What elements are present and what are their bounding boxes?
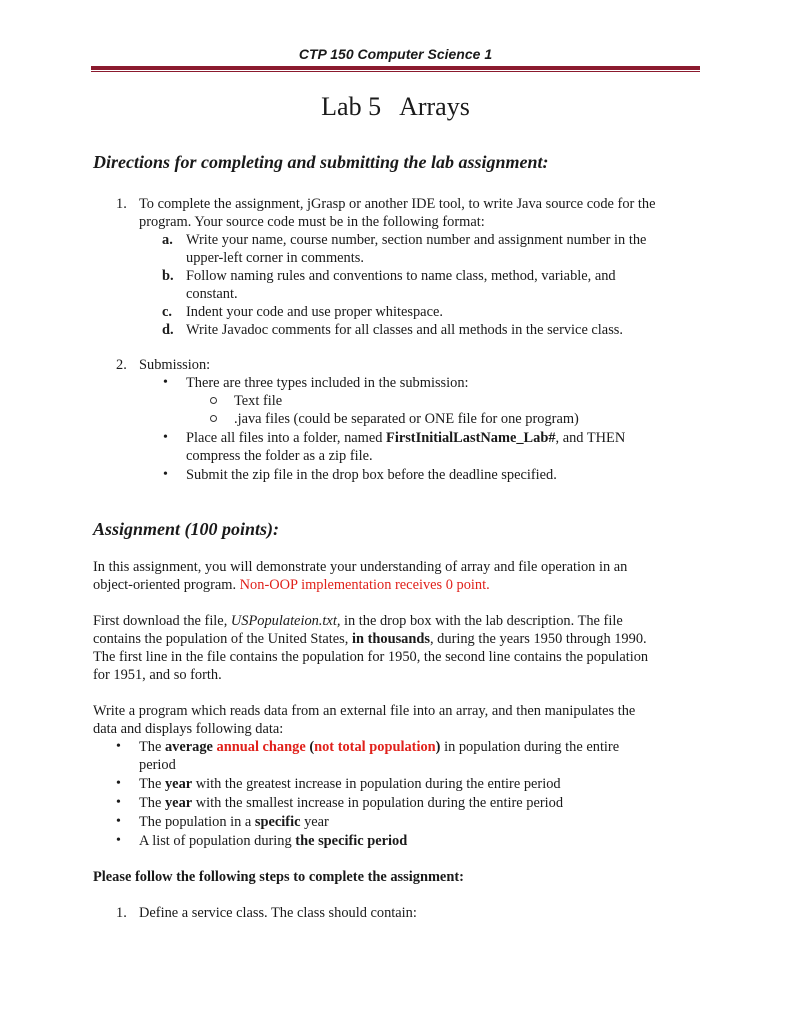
item1-c-label: c. bbox=[162, 304, 172, 320]
submission-sub2: .java files (could be separated or ONE file for one program) bbox=[234, 411, 579, 427]
assignment-p1-line2: object-oriented program. Non-OOP implementation receives 0 point. bbox=[93, 577, 490, 593]
steps-heading: Please follow the following steps to complete the assignment: bbox=[93, 869, 464, 885]
bullet: • bbox=[163, 467, 168, 482]
bullet: • bbox=[163, 430, 168, 445]
list-item-smallest: The year with the smallest increase in population during the entire period bbox=[139, 795, 564, 811]
item1-d-label: d. bbox=[162, 322, 174, 338]
item2-label: Submission: bbox=[139, 357, 211, 373]
list-item-average-line2: period bbox=[139, 757, 176, 773]
submission-bullet2: Place all files into a folder, named FirstInitialLastName_Lab#, and THEN bbox=[186, 430, 626, 446]
assignment-p1-line1: In this assignment, you will demonstrate your understanding of array and file operation in an bbox=[93, 559, 628, 575]
circle-bullet-icon bbox=[210, 415, 217, 422]
item1-d-line1: Write Javadoc comments for all classes and all methods in the service class. bbox=[186, 322, 623, 338]
list-item-specific-period: A list of population during the specific period bbox=[139, 833, 408, 849]
submission-bullet2-line2: compress the folder as a zip file. bbox=[186, 448, 373, 464]
assignment-p3-line1: Write a program which reads data from an external file into an array, and then manipulates the bbox=[93, 703, 636, 719]
list-item-specific-year: The population in a specific year bbox=[139, 814, 329, 830]
item1-a-line1: Write your name, course number, section number and assignment number in the bbox=[186, 232, 647, 248]
item1-b-line1: Follow naming rules and conventions to name class, method, variable, and bbox=[186, 268, 616, 284]
circle-bullet-icon bbox=[210, 397, 217, 404]
submission-bullet3: Submit the zip file in the drop box before the deadline specified. bbox=[186, 467, 557, 483]
bullet: • bbox=[116, 739, 121, 754]
bullet: • bbox=[116, 776, 121, 791]
step1-number: 1. bbox=[116, 905, 127, 921]
bullet: • bbox=[163, 375, 168, 390]
bullet: • bbox=[116, 833, 121, 848]
assignment-p3-line2: data and displays following data: bbox=[93, 721, 284, 737]
assignment-heading: Assignment (100 points): bbox=[93, 519, 280, 539]
lab-name: Arrays bbox=[399, 92, 470, 121]
lab-title bbox=[0, 92, 791, 122]
assignment-p2-line1: First download the file, USPopulateion.txt, in the drop box with the lab description. The file bbox=[93, 613, 623, 629]
step1-text: Define a service class. The class should contain: bbox=[139, 905, 417, 921]
assignment-p2-line4: for 1951, and so forth. bbox=[93, 667, 222, 683]
assignment-p2-line2: contains the population of the United States, in thousands, during the years 1950 through 1990. bbox=[93, 631, 647, 647]
item1-b-label: b. bbox=[162, 268, 174, 284]
header-rule-thin bbox=[91, 71, 700, 72]
list-item-average: The average annual change (not total population) in population during the entire bbox=[139, 739, 620, 755]
item1-a-label: a. bbox=[162, 232, 173, 248]
bullet: • bbox=[116, 814, 121, 829]
list-item-greatest: The year with the greatest increase in population during the entire period bbox=[139, 776, 561, 792]
item1-b-line2: constant. bbox=[186, 286, 238, 302]
directions-heading: Directions for completing and submitting the lab assignment: bbox=[93, 152, 549, 172]
submission-sub1: Text file bbox=[234, 393, 283, 409]
item1-number: 1. bbox=[116, 196, 127, 212]
submission-bullet1: There are three types included in the submission: bbox=[186, 375, 469, 391]
item1-line2: program. Your source code must be in the following format: bbox=[139, 214, 485, 230]
bullet: • bbox=[116, 795, 121, 810]
header-rule-thick bbox=[91, 66, 700, 70]
assignment-p2-line3: The first line in the file contains the population for 1950, the second line contains the population bbox=[93, 649, 649, 665]
course-header: CTP 150 Computer Science 1 bbox=[298, 46, 493, 62]
item1-c-line1: Indent your code and use proper whitespace. bbox=[186, 304, 443, 320]
item1-a-line2: upper-left corner in comments. bbox=[186, 250, 364, 266]
lab-number: Lab 5 bbox=[321, 92, 382, 121]
item2-number: 2. bbox=[116, 357, 127, 373]
item1-line1: To complete the assignment, jGrasp or another IDE tool, to write Java source code for the bbox=[139, 196, 656, 212]
